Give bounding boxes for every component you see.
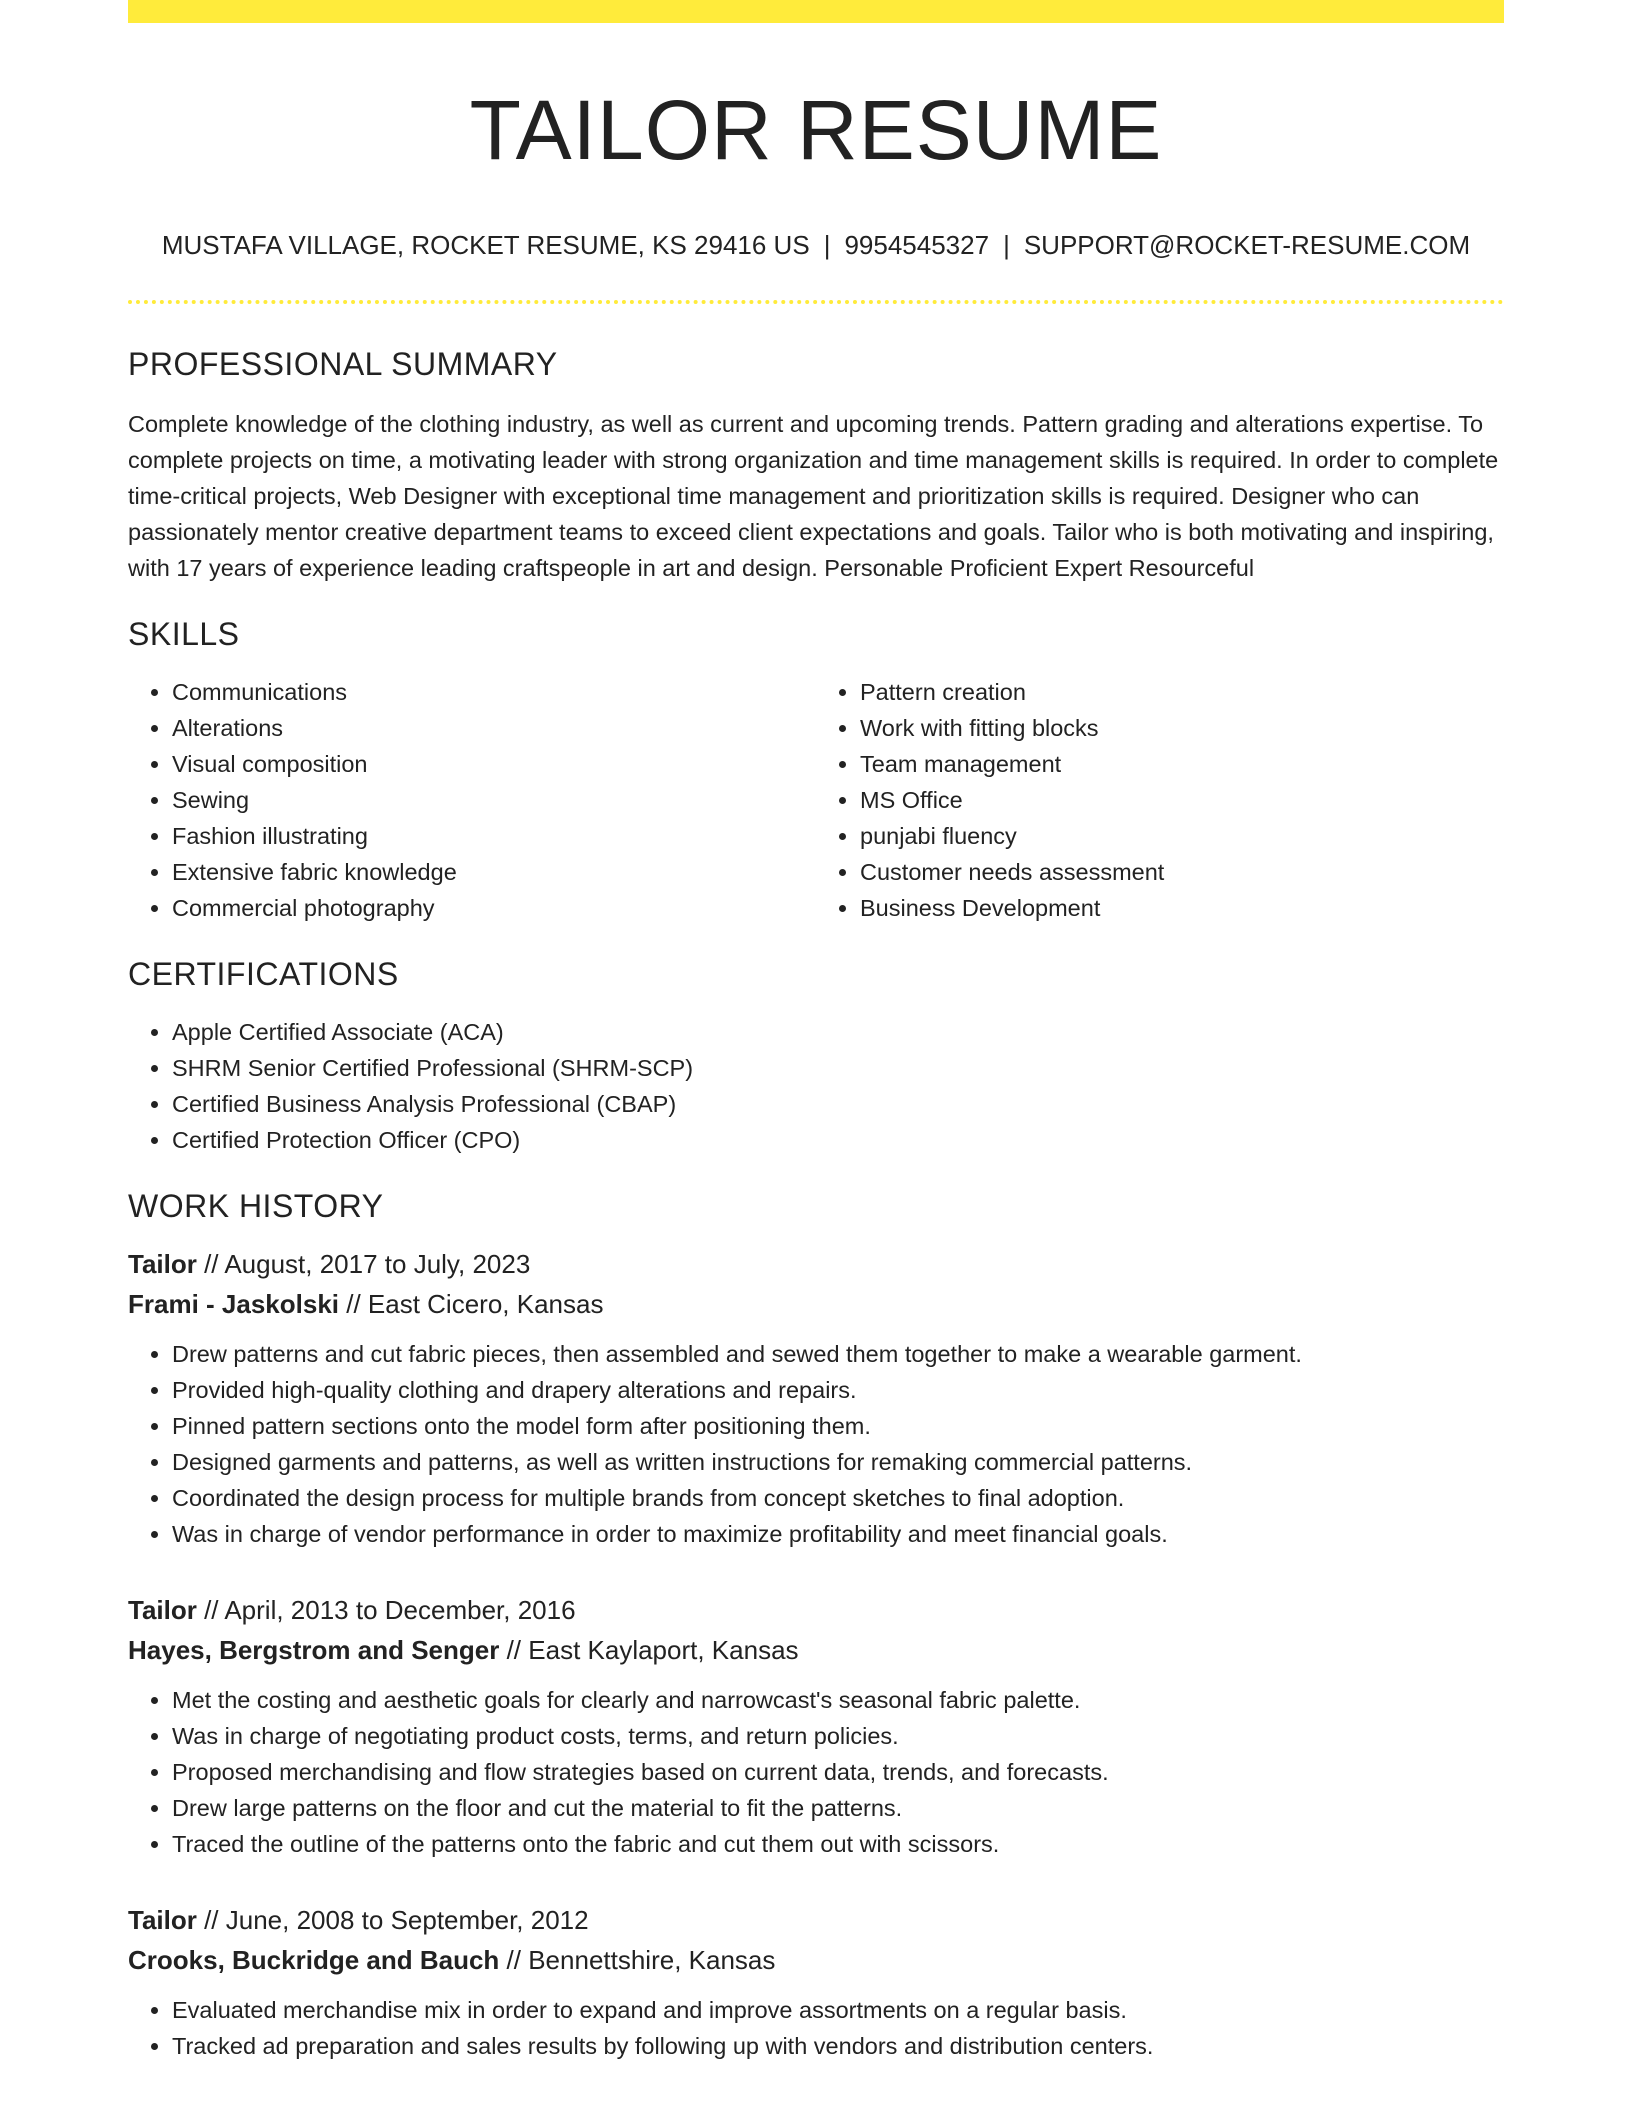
skill-item: • Extensive fabric knowledge — [172, 854, 816, 890]
dotted-divider — [128, 300, 1504, 304]
job-bullet: • Drew patterns and cut fabric pieces, then assembled and sewed them together to make a wearable garment. — [172, 1336, 1504, 1372]
job-company: Crooks, Buckridge and Bauch — [128, 1945, 500, 1975]
skill-item: • Fashion illustrating — [172, 818, 816, 854]
certification-item: • Apple Certified Associate (ACA) — [172, 1014, 1504, 1050]
job-entry — [128, 1590, 1504, 1862]
job-bullet: • Proposed merchandising and flow strategies based on current data, trends, and forecasts. — [172, 1754, 1504, 1790]
resume-name: TAILOR RESUME — [469, 83, 1163, 177]
job-bullet: • Provided high-quality clothing and drapery alterations and repairs. — [172, 1372, 1504, 1408]
job-title-line — [128, 1590, 1504, 1630]
job-bullet: • Drew large patterns on the floor and cut the material to fit the patterns. — [172, 1790, 1504, 1826]
job-role: Tailor — [128, 1595, 197, 1625]
skill-item: • Visual composition — [172, 746, 816, 782]
job-bullet: • Evaluated merchandise mix in order to expand and improve assortments on a regular basis. — [172, 1992, 1504, 2028]
job-bullet: • Coordinated the design process for multiple brands from concept sketches to final adoption. — [172, 1480, 1504, 1516]
job-dates: April, 2013 to December, 2016 — [224, 1595, 576, 1625]
contact-separator: | — [1003, 230, 1010, 260]
certification-item: • SHRM Senior Certified Professional (SHRM-SCP) — [172, 1050, 1504, 1086]
skill-item: • Alterations — [172, 710, 816, 746]
job-entry — [128, 1244, 1504, 1552]
work-history-list — [128, 1244, 1504, 2064]
contact-phone: 9954545327 — [844, 230, 990, 260]
job-location: East Kaylaport, Kansas — [528, 1635, 799, 1665]
certifications-heading: CERTIFICATIONS — [128, 956, 399, 992]
job-separator: // — [339, 1289, 368, 1319]
skill-item: • Business Development — [860, 890, 1504, 926]
summary-heading: PROFESSIONAL SUMMARY — [128, 346, 558, 382]
job-company: Hayes, Bergstrom and Senger — [128, 1635, 500, 1665]
skill-item: • Work with fitting blocks — [860, 710, 1504, 746]
skills-list-left — [128, 674, 816, 926]
contact-line — [128, 228, 1504, 262]
skills-list-right — [816, 674, 1504, 926]
skill-item: • Commercial photography — [172, 890, 816, 926]
job-bullets — [128, 1682, 1504, 1862]
resume-page — [128, 0, 1504, 2064]
job-separator: // — [196, 1905, 226, 1935]
job-bullets — [128, 1992, 1504, 2064]
job-dates: June, 2008 to September, 2012 — [225, 1905, 589, 1935]
job-title-line — [128, 1244, 1504, 1284]
job-entry — [128, 1900, 1504, 2064]
skills-heading: SKILLS — [128, 616, 240, 652]
contact-separator: | — [823, 230, 831, 260]
job-location: Bennettshire, Kansas — [528, 1945, 776, 1975]
job-separator: // — [499, 1635, 529, 1665]
job-bullet: • Tracked ad preparation and sales results by following up with vendors and distribution centers. — [172, 2028, 1504, 2064]
job-separator: // — [499, 1945, 529, 1975]
skill-item: • MS Office — [860, 782, 1504, 818]
job-company-line — [128, 1630, 1504, 1670]
job-bullet: • Met the costing and aesthetic goals for clearly and narrowcast's seasonal fabric palette. — [172, 1682, 1504, 1718]
job-bullet: • Was in charge of negotiating product costs, terms, and return policies. — [172, 1718, 1504, 1754]
skill-item: • Communications — [172, 674, 816, 710]
job-bullet: • Was in charge of vendor performance in order to maximize profitability and meet financial goals. — [172, 1516, 1504, 1552]
skills-columns — [128, 674, 1504, 926]
job-role: Tailor — [128, 1249, 197, 1279]
contact-email: SUPPORT@ROCKET-RESUME.COM — [1023, 230, 1471, 260]
job-bullet: • Traced the outline of the patterns onto the fabric and cut them out with scissors. — [172, 1826, 1504, 1862]
job-separator: // — [196, 1249, 225, 1279]
job-bullet: • Pinned pattern sections onto the model form after positioning them. — [172, 1408, 1504, 1444]
job-company: Frami - Jaskolski — [128, 1289, 339, 1319]
summary-text: Complete knowledge of the clothing industry, as well as current and upcoming trends. Pattern grading and alterations expertise. To complete projects on time, a motivating leader with strong organization and time management skills is required. In order to complete time-critical projects, Web Designer with exceptional time management and prioritization skills is required. Designer who can passionately mentor creative department teams to exceed client expectations and goals. Tailor who is both motivating and inspiring, with 17 years of experience leading craftspeople in art and design. Personable Proficient Expert Resourceful — [128, 411, 1499, 581]
job-company-line — [128, 1940, 1504, 1980]
job-role: Tailor — [128, 1905, 197, 1935]
job-company-line — [128, 1284, 1504, 1324]
skill-item: • Pattern creation — [860, 674, 1504, 710]
contact-address: MUSTAFA VILLAGE, ROCKET RESUME, KS 29416 US — [161, 230, 810, 260]
skill-item: • Sewing — [172, 782, 816, 818]
work-history-heading: WORK HISTORY — [128, 1188, 384, 1224]
skill-item: • Team management — [860, 746, 1504, 782]
certification-item: • Certified Business Analysis Professional (CBAP) — [172, 1086, 1504, 1122]
job-bullet: • Designed garments and patterns, as well as written instructions for remaking commercial patterns. — [172, 1444, 1504, 1480]
job-location: East Cicero, Kansas — [367, 1289, 604, 1319]
skill-item: • punjabi fluency — [860, 818, 1504, 854]
skill-item: • Customer needs assessment — [860, 854, 1504, 890]
certification-item: • Certified Protection Officer (CPO) — [172, 1122, 1504, 1158]
job-title-line — [128, 1900, 1504, 1940]
job-bullets — [128, 1336, 1504, 1552]
certifications-list — [128, 1014, 1504, 1158]
job-separator: // — [196, 1595, 225, 1625]
job-dates: August, 2017 to July, 2023 — [224, 1249, 531, 1279]
